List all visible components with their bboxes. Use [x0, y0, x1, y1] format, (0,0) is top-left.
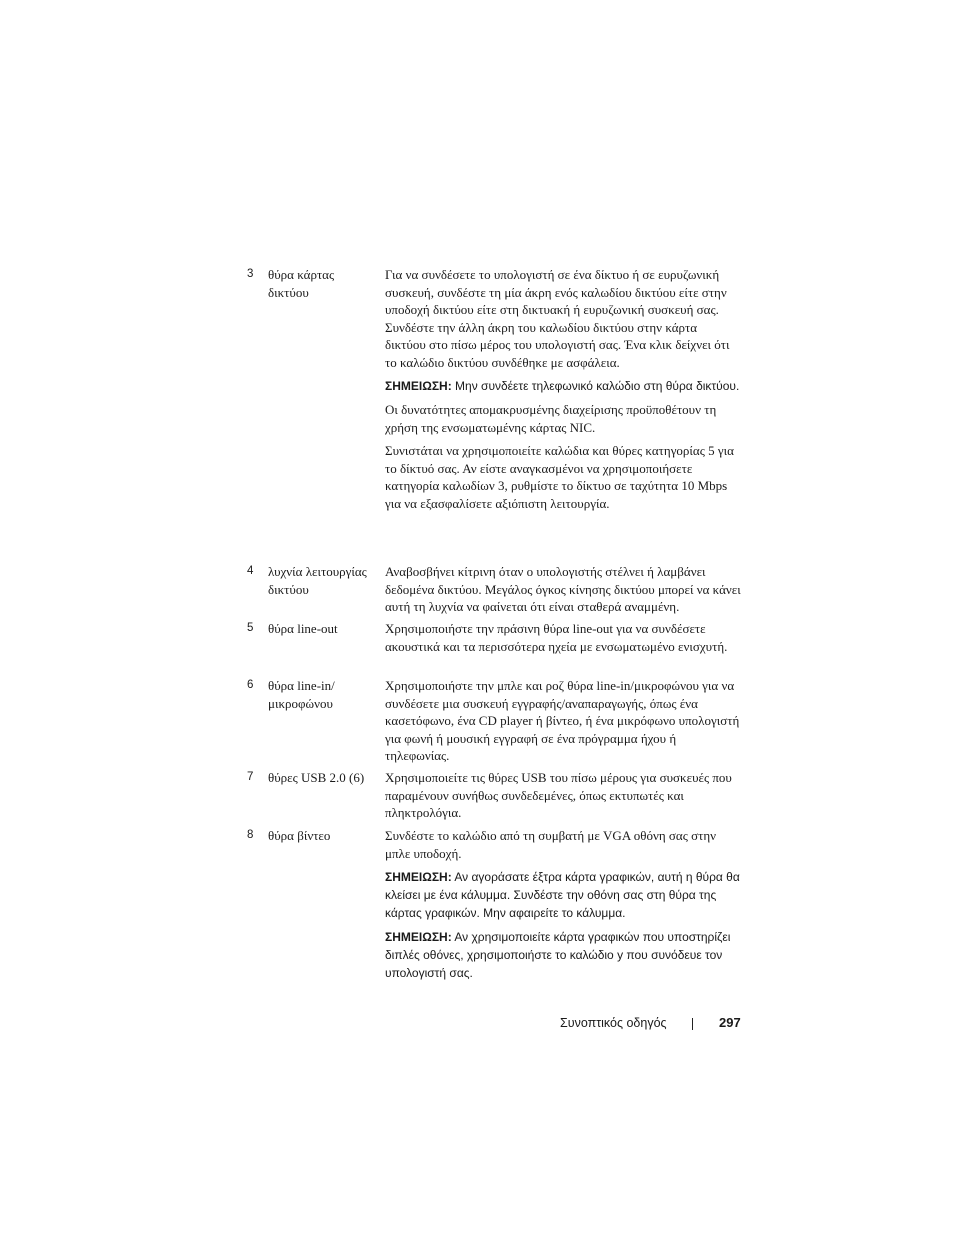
note-label: ΣΗΜΕΙΩΣΗ:	[385, 379, 452, 393]
port-name: θύρα line-out	[268, 621, 338, 636]
description-paragraph: Χρησιμοποιήστε την πράσινη θύρα line-out για να συνδέσετε ακουστικά και τα περισσότερα ηχεία με ενσωματωμένο ενισχυτή.	[385, 621, 728, 654]
description-paragraph: Για να συνδέσετε το υπολογιστή σε ένα δίκτυο ή σε ευρυζωνική συσκευή, συνδέστε τη μία άκρη ενός καλωδίου δικτύου είτε στην υποδοχή δικτύου είτε στη δικτυακή ή ευρυζωνική συσκευή σας. Συνδέστε την άλλη άκρη του καλωδίου δικτύου στην κάρτα δικτύου στο πίσω μέρος του υπολογιστή σας. Ένα κλικ δείχνει ότι το καλώδιο δικτύου συνδέθηκε με ασφάλεια.	[385, 267, 730, 370]
row-number: 4	[247, 565, 254, 577]
description-paragraph: Αναβοσβήνει κίτρινη όταν ο υπολογιστής στέλνει ή λαμβάνει δεδομένα δικτύου. Μεγάλος όγκος κίνησης δικτύου μπορεί να κάνει αυτή τη λυχνία να φαίνεται ότι είναι σταθερά αναμμένη.	[385, 564, 741, 614]
row-number: 3	[247, 268, 254, 280]
page-number: 297	[719, 1015, 741, 1030]
note	[385, 377, 741, 395]
port-description	[385, 769, 741, 828]
note	[385, 928, 741, 982]
description-paragraph: Χρησιμοποιήστε την μπλε και ροζ θύρα line-in/μικροφώνου για να συνδέσετε μια συσκευή εγγραφής/αναπαραγωγής, όπως ένα κασετόφωνο, ένα CD player ή βίντεο, ή ένα μικρόφωνο υπολογιστή για φωνή ή μουσική εγγραφή σε ένα πρόγραμμα ήχου ή τηλεφωνίας.	[385, 678, 740, 763]
row-number: 8	[247, 829, 254, 841]
description-paragraph: Χρησιμοποιείτε τις θύρες USB του πίσω μέρους για συσκευές που παραμένουν συνήθως συνδεδεμένες, όπως εκτυπωτές και πληκτρολόγια.	[385, 770, 732, 820]
port-description	[385, 677, 741, 771]
row-number: 5	[247, 622, 254, 634]
port-name: λυχνία λειτουργίας δικτύου	[268, 564, 367, 597]
port-description	[385, 563, 741, 622]
footer-title: Συνοπτικός οδηγός	[560, 1016, 667, 1030]
port-name: θύρα βίντεο	[268, 828, 331, 843]
port-name: θύρα line-in/μικροφώνου	[268, 678, 335, 711]
note-text: Αν αγοράσατε έξτρα κάρτα γραφικών, αυτή η θύρα θα κλείσει με ένα κάλυμμα. Συνδέστε την οθόνη σας στη θύρα της κάρτας γραφικών. Μην αφαιρείτε το κάλυμμα.	[385, 870, 740, 920]
port-description	[385, 827, 741, 988]
description-paragraph: Συνιστάται να χρησιμοποιείτε καλώδια και θύρες κατηγορίας 5 για το δίκτυό σας. Αν είστε αναγκασμένοι να χρησιμοποιήσετε κατηγορία καλωδίων 3, ρυθμίστε το δίκτυο σε ταχύτητα 10 Mbps για να εξασφαλίσετε αξιόπιστη λειτουργία.	[385, 443, 734, 511]
description-paragraph: Συνδέστε το καλώδιο από τη συμβατή με VGA οθόνη σας στην μπλε υποδοχή.	[385, 828, 717, 861]
note-label: ΣΗΜΕΙΩΣΗ:	[385, 870, 452, 884]
port-description	[385, 266, 741, 518]
port-name: θύρα κάρτας δικτύου	[268, 267, 335, 300]
note-label: ΣΗΜΕΙΩΣΗ:	[385, 930, 452, 944]
port-description	[385, 620, 741, 661]
port-name: θύρες USB 2.0 (6)	[268, 770, 365, 785]
note-text: Μην συνδέετε τηλεφωνικό καλώδιο στη θύρα δικτύου.	[455, 379, 740, 393]
row-number: 6	[247, 679, 254, 691]
footer-separator	[692, 1018, 693, 1030]
note-text: Αν χρησιμοποιείτε κάρτα γραφικών που υποστηρίζει διπλές οθόνες, χρησιμοποιήστε το καλώδιο y που συνόδευε τον υπολογιστή σας.	[385, 930, 731, 980]
row-number: 7	[247, 771, 254, 783]
description-paragraph: Οι δυνατότητες απομακρυσμένης διαχείρισης προϋποθέτουν τη χρήση της ενσωματωμένης κάρτας NIC.	[385, 402, 717, 435]
page-footer	[0, 1015, 954, 1035]
note	[385, 868, 741, 922]
